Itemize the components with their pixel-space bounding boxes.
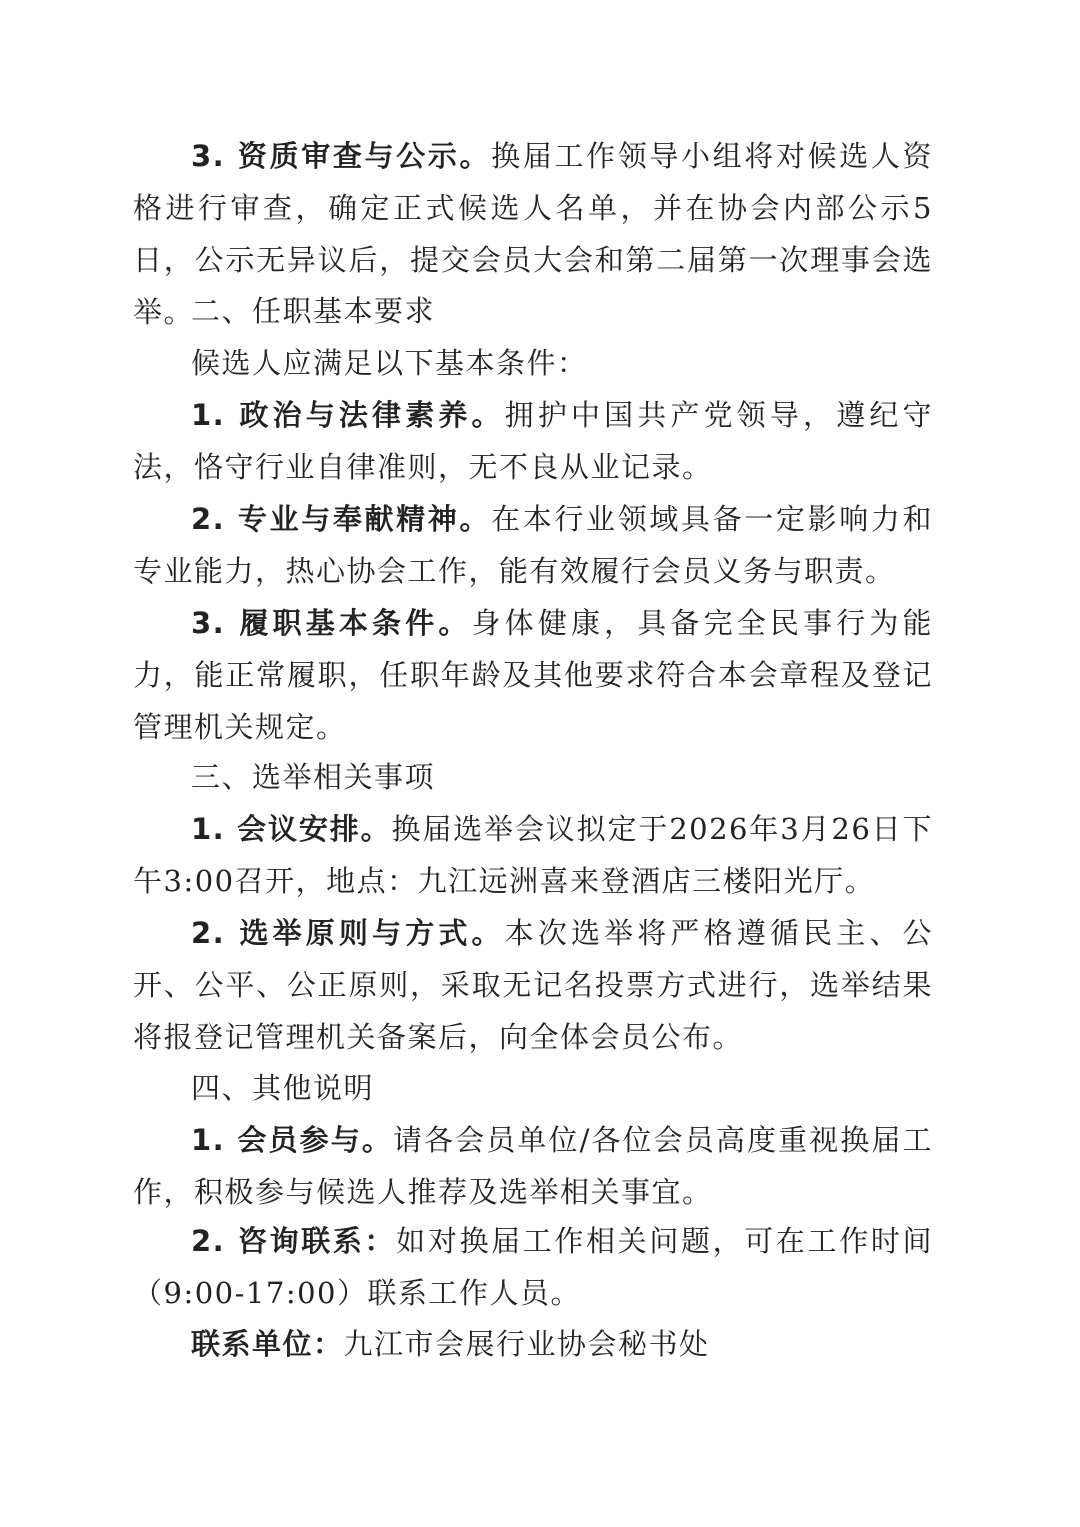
section4-item-2-text: 如对换届工作相关问题，可在工作时间（9:00-17:00）联系工作人员。	[133, 1224, 933, 1310]
section3-item-1	[133, 803, 933, 907]
section2-item-3	[133, 597, 933, 753]
review-label: 3. 资质审查与公示。	[191, 139, 492, 173]
section4-item-1-text: 请各会员单位/各位会员高度重视换届工作，积极参与候选人推荐及选举相关事宜。	[133, 1123, 933, 1209]
section2-item-1-label: 1. 政治与法律素养。	[191, 398, 505, 432]
section3-item-2	[133, 907, 933, 1063]
section2-item-3-text: 身体健康，具备完全民事行为能力，能正常履职，任职年龄及其他要求符合本会章程及登记管理机关规定。	[133, 606, 933, 744]
section4-heading: 四、其他说明	[191, 1071, 375, 1105]
section3-item-1-label: 1. 会议安排。	[191, 812, 392, 846]
section4-item-2	[133, 1215, 933, 1319]
section3-heading: 三、选举相关事项	[191, 760, 436, 794]
review-text: 换届工作领导小组将对候选人资格进行审查，确定正式候选人名单，并在协会内部公示5日，公示无异议后，提交会员大会和第二届第一次理事会选举。	[133, 139, 933, 329]
section3-item-1-text: 换届选举会议拟定于2026年3月26日下午3:00召开，地点：九江远洲喜来登酒店三楼阳光厅。	[133, 812, 933, 898]
section2-item-3-label: 3. 履职基本条件。	[191, 606, 472, 640]
section2-heading: 二、任职基本要求	[191, 294, 436, 328]
contact-line	[133, 1318, 933, 1370]
contact-value: 九江市会展行业协会秘书处	[343, 1327, 710, 1361]
section4-item-1-label: 1. 会员参与。	[191, 1123, 393, 1157]
section2-item-2	[133, 493, 933, 597]
contact-label: 联系单位：	[191, 1327, 344, 1361]
section2-item-2-text: 在本行业领域具备一定影响力和专业能力，热心协会工作，能有效履行会员义务与职责。	[133, 502, 933, 588]
section2-item-1-text: 拥护中国共产党领导，遵纪守法，恪守行业自律准则，无不良从业记录。	[133, 398, 933, 484]
section2-intro: 候选人应满足以下基本条件：	[191, 346, 588, 380]
section3-item-2-text: 本次选举将严格遵循民主、公开、公平、公正原则，采取无记名投票方式进行，选举结果将报登记管理机关备案后，向全体会员公布。	[133, 916, 933, 1054]
section2-item-2-label: 2. 专业与奉献精神。	[191, 502, 492, 536]
section4-item-2-label: 2. 咨询联系：	[191, 1224, 397, 1258]
section2-item-1	[133, 389, 933, 493]
section3-item-2-label: 2. 选举原则与方式。	[191, 916, 505, 950]
section4-item-1	[133, 1114, 933, 1218]
